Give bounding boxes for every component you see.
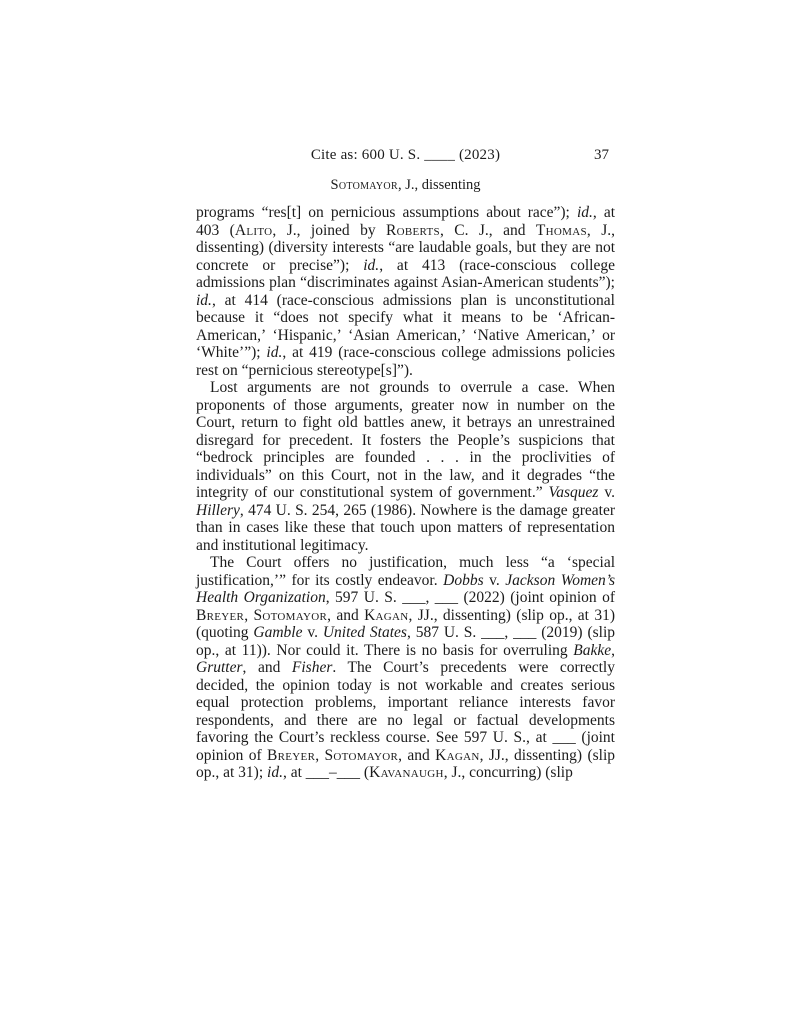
text-segment-italic: id. (576, 204, 593, 221)
text-segment-italic: Gamble (253, 624, 303, 641)
text-segment: , at 413 (race-conscious college admissions plan “discriminates against Asian-American students”); (196, 256, 615, 291)
text-segment: , (244, 606, 254, 624)
text-segment-smallcaps: Roberts (386, 221, 440, 239)
text-segment: , JJ., dissenting) (slip op., at 31) (quoting (196, 606, 615, 641)
text-segment-italic: id. (196, 291, 212, 309)
text-segment: , J., joined by (272, 221, 386, 239)
text-segment-italic: id. (266, 344, 283, 361)
page-number: 37 (594, 147, 609, 163)
text-segment: v. (598, 484, 615, 501)
text-segment: , at 419 (race-conscious college admissions policies rest on “pernicious stereotype[s]”). (196, 344, 616, 379)
text-segment-smallcaps: Breyer (196, 606, 245, 624)
text-segment: . The Court’s precedents were correctly decided, the opinion today is not workable and creates serious equal protection problems, important reliance interests favor respondents, and there are no legal or factual developments favoring the Court’s reckless course. See 597 U. S., at ___ (joint opinion of (196, 659, 615, 764)
page-header (196, 147, 615, 164)
text-segment: , J., concurring) (slip (443, 764, 573, 781)
text-segment: , J., dissenting) (diversity interests “are laudable goals, but they are not concrete or precise”); (196, 221, 615, 274)
text-segment-smallcaps: Alito (234, 221, 273, 239)
text-segment: , and (327, 606, 365, 624)
running-head (196, 177, 615, 194)
text-segment: , at 414 (race-conscious admissions plan is unconstitutional because it “does not specify what it means to be ‘African-American,’ ‘Hispanic,’ ‘Asian American,’ ‘Native American,’ or ‘White’”); (196, 291, 615, 361)
paragraph-3 (196, 554, 615, 782)
text-segment-smallcaps: Thomas (535, 221, 587, 239)
text-segment: The Court offers no justification, much less “a ‘special justification,’” for its costly endeavor. (196, 554, 615, 589)
text-segment-italic: Jackson Women’s Health Organization (196, 571, 615, 606)
text-segment-italic: Hillery (196, 501, 240, 519)
opinion-body (196, 204, 615, 782)
text-segment: programs “res[t] on pernicious assumptions about race”); (196, 204, 577, 221)
text-segment-italic: Fisher (291, 659, 333, 676)
text-segment-smallcaps: Kavanaugh (369, 764, 444, 781)
text-segment: Lost arguments are not grounds to overrule a case. When proponents of those arguments, greater now in number on the Court, return to fight old battles anew, it betrays an unrestrained disregard for precedent. It fosters the People’s suspicions that “bedrock principles are founded . . . in the proclivities of individuals” on this Court, not in the law, and it degrades “the integrity of our constitutional system of government.” (196, 379, 615, 501)
text-segment-smallcaps: Kagan (435, 746, 480, 764)
text-segment-smallcaps: Sotomayor (324, 746, 399, 764)
text-segment: , at ___–___ ( (282, 764, 370, 781)
text-segment: , 587 U. S. ___, ___ (2019) (slip op., at 11)). Nor could it. There is no basis for overruling (196, 624, 616, 659)
text-segment-italic: id. (267, 764, 283, 781)
text-segment-italic: id. (363, 256, 380, 274)
text-segment: , (611, 641, 615, 659)
text-segment-italic: United States (322, 624, 407, 641)
text-segment: , and (398, 746, 436, 764)
text-segment-smallcaps: Breyer (267, 746, 316, 764)
text-segment: , (315, 746, 325, 764)
text-segment: , and (242, 659, 292, 676)
text-segment: , C. J., and (439, 221, 536, 239)
text-segment: , 597 U. S. ___, ___ (2022) (joint opinion of (325, 589, 615, 606)
text-segment-smallcaps: Kagan (364, 606, 409, 624)
text-column (196, 147, 615, 782)
text-segment-smallcaps: Sotomayor (330, 177, 398, 193)
text-segment-italic: Bakke (573, 641, 612, 659)
text-segment-italic: Dobbs (443, 571, 484, 589)
text-segment: v. (302, 624, 323, 641)
citation-line: Cite as: 600 U. S. ____ (2023) (310, 147, 501, 163)
paragraph-2 (196, 379, 615, 554)
text-segment: , JJ., dissenting) (slip op., at 31); (196, 746, 615, 781)
text-segment-italic: Vasquez (548, 484, 599, 501)
text-segment: , at 403 ( (196, 204, 616, 239)
text-segment: , J., dissenting (397, 177, 481, 193)
text-segment-italic: Grutter (196, 659, 243, 676)
text-segment: v. (483, 571, 506, 589)
text-segment-smallcaps: Sotomayor (253, 606, 328, 624)
paragraph-1 (196, 204, 615, 379)
text-segment: , 474 U. S. 254, 265 (1986). Nowhere is the damage greater than in cases like these that touch upon matters of representation and institutional legitimacy. (196, 501, 615, 554)
